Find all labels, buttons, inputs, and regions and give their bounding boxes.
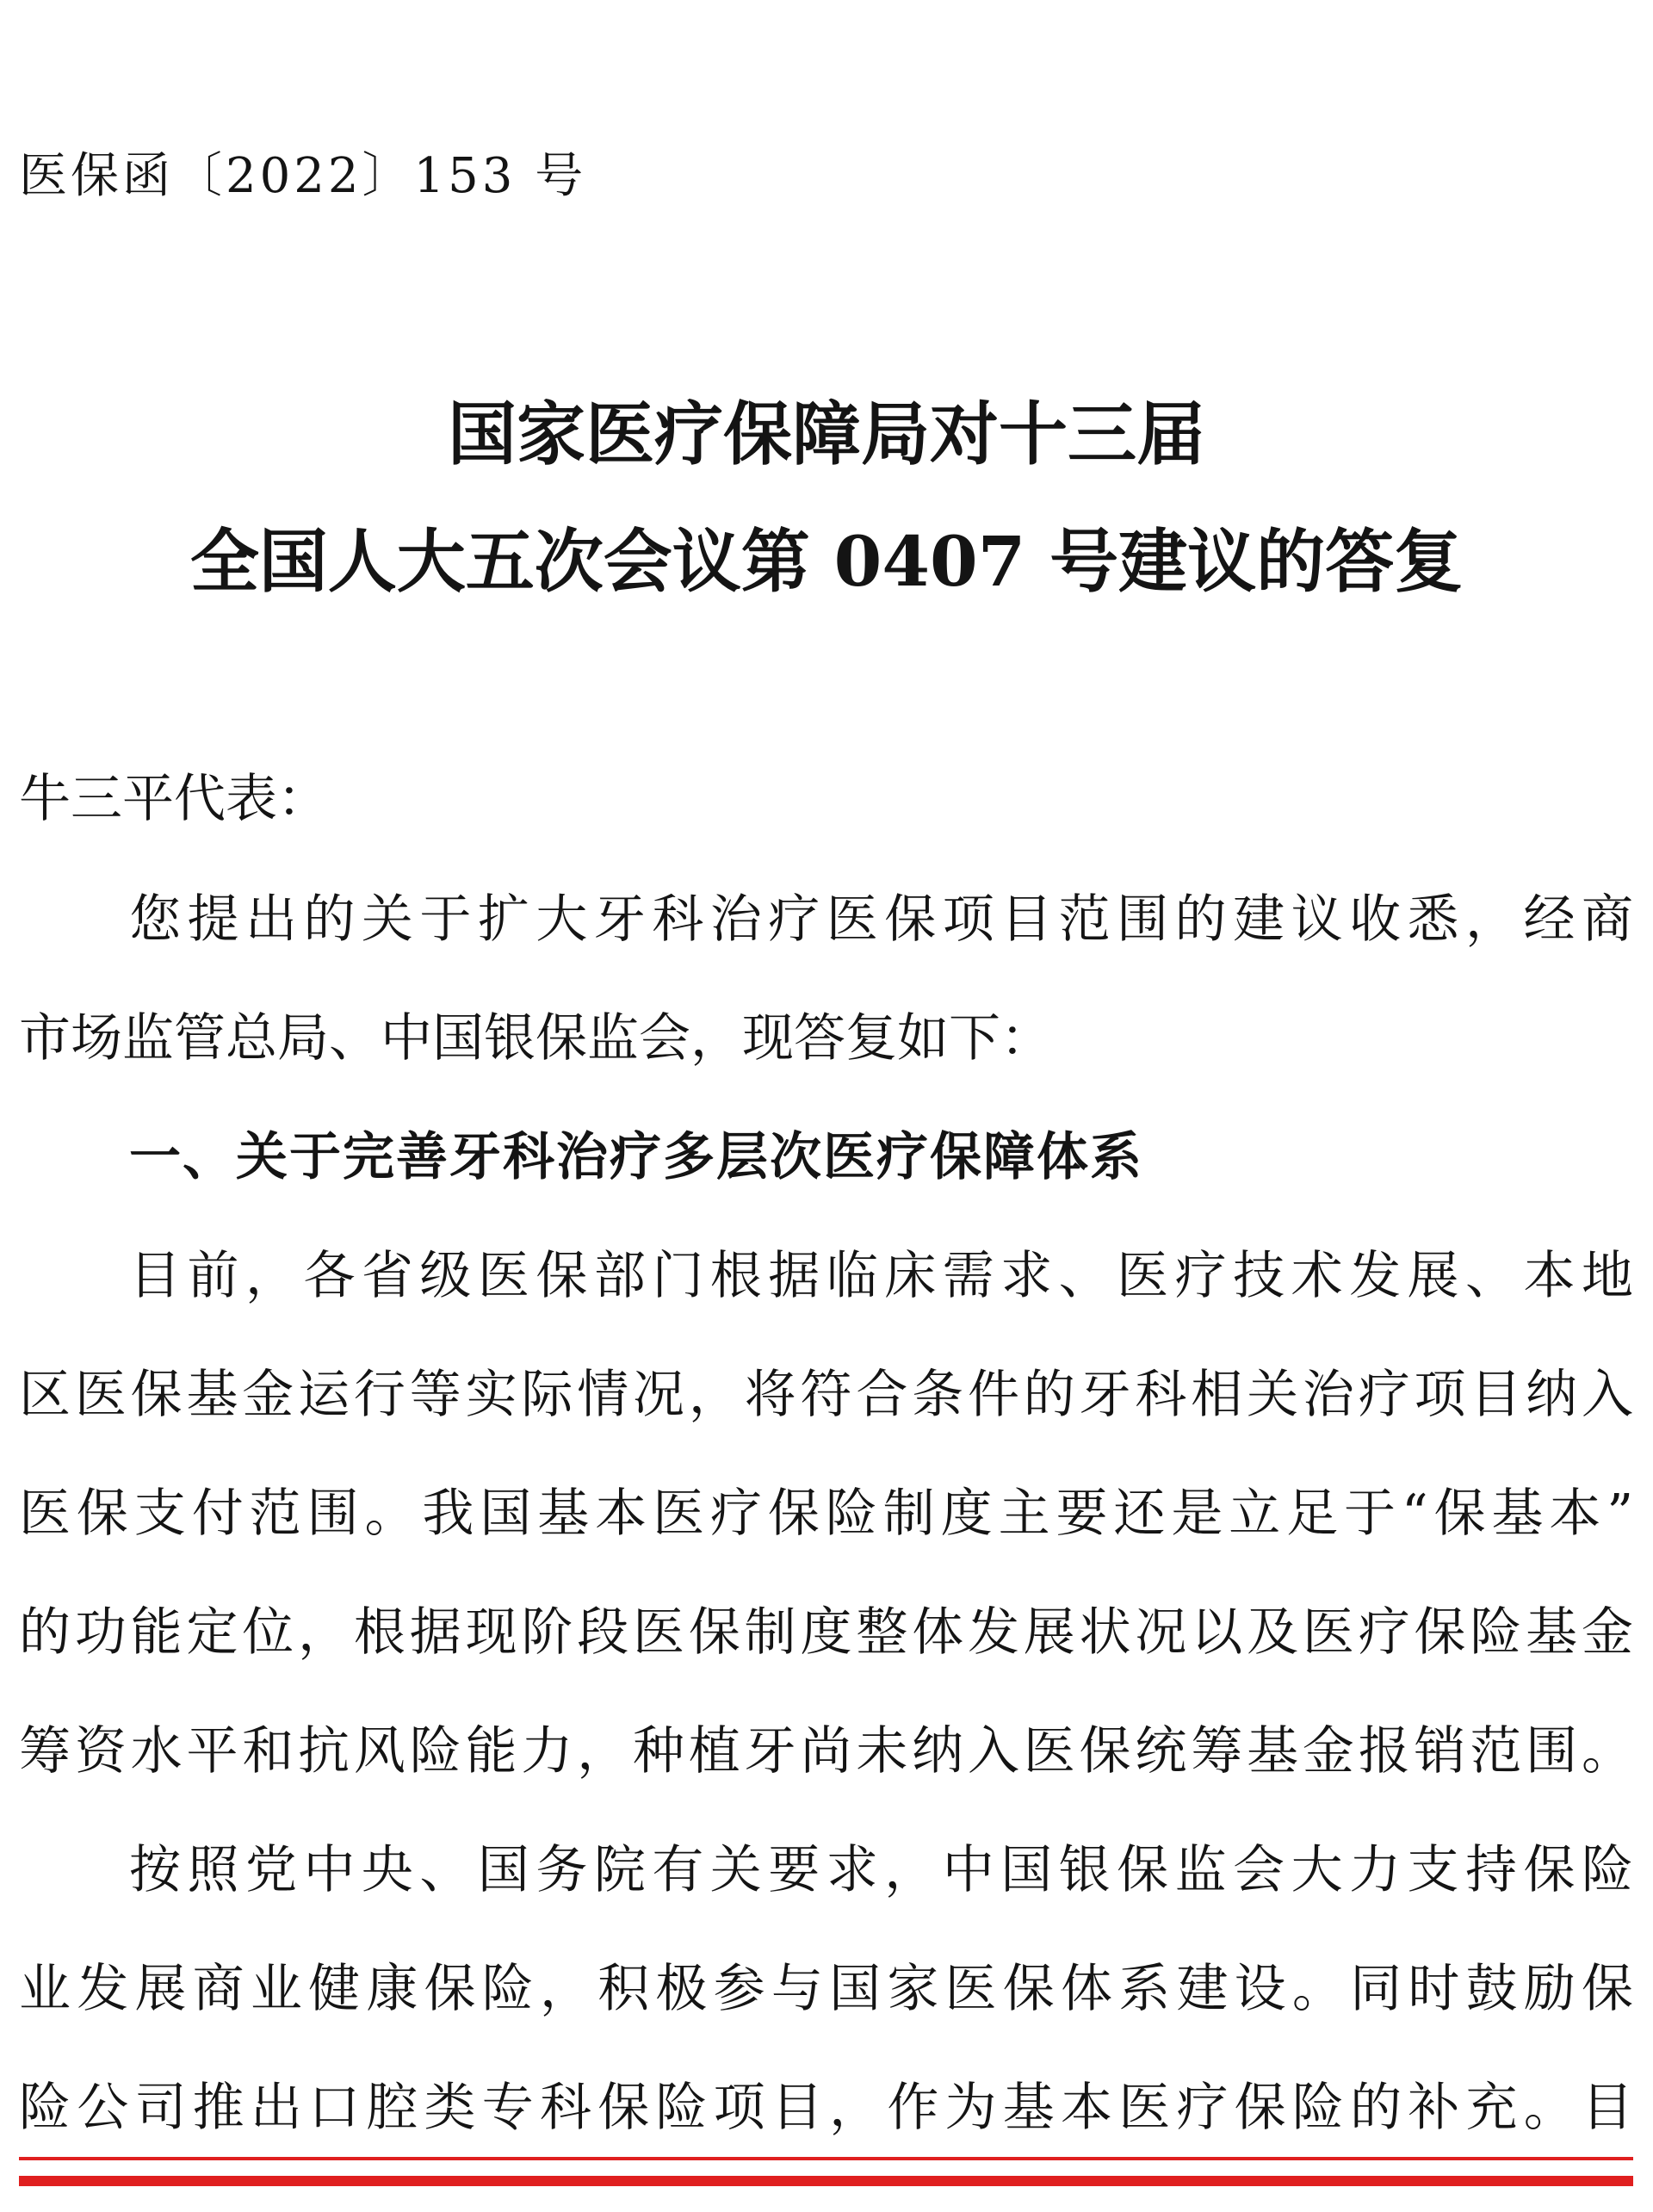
paragraph-line: 业发展商业健康保险，积极参与国家医保体系建设。同时鼓励保 xyxy=(19,1959,1633,2019)
paragraph-line: 的功能定位，根据现阶段医保制度整体发展状况以及医疗保险基金 xyxy=(19,1602,1633,1663)
intro-line: 您提出的关于扩大牙科治疗医保项目范围的建议收悉，经商 xyxy=(129,889,1633,950)
paragraph-line: 按照党中央、国务院有关要求，中国银保监会大力支持保险 xyxy=(129,1840,1633,1900)
paragraph-line: 目前，各省级医保部门根据临床需求、医疗技术发展、本地 xyxy=(129,1246,1633,1306)
paragraph-line: 医保支付范围。我国基本医疗保险制度主要还是立足于“保基本” xyxy=(19,1484,1633,1544)
salutation: 牛三平代表： xyxy=(19,769,329,829)
paragraph-line: 区医保基金运行等实际情况，将符合条件的牙科相关治疗项目纳入 xyxy=(19,1365,1633,1425)
footer-rule-thin xyxy=(19,2157,1633,2160)
section-heading: 一、关于完善牙科治疗多层次医疗保障体系 xyxy=(129,1127,1143,1187)
paragraph-line: 险公司推出口腔类专科保险项目，作为基本医疗保险的补充。目 xyxy=(19,2078,1633,2138)
document-number: 医保函〔2022〕153 号 xyxy=(19,148,587,204)
document-title-line-2: 全国人大五次会议第 0407 号建议的答复 xyxy=(189,521,1464,602)
intro-line: 市场监管总局、中国银保监会，现答复如下： xyxy=(19,1008,1052,1069)
footer-rule-thick xyxy=(19,2176,1633,2186)
document-title-line-1: 国家医疗保障局对十三届 xyxy=(448,393,1205,474)
paragraph-line: 筹资水平和抗风险能力，种植牙尚未纳入医保统筹基金报销范围。 xyxy=(19,1721,1633,1781)
